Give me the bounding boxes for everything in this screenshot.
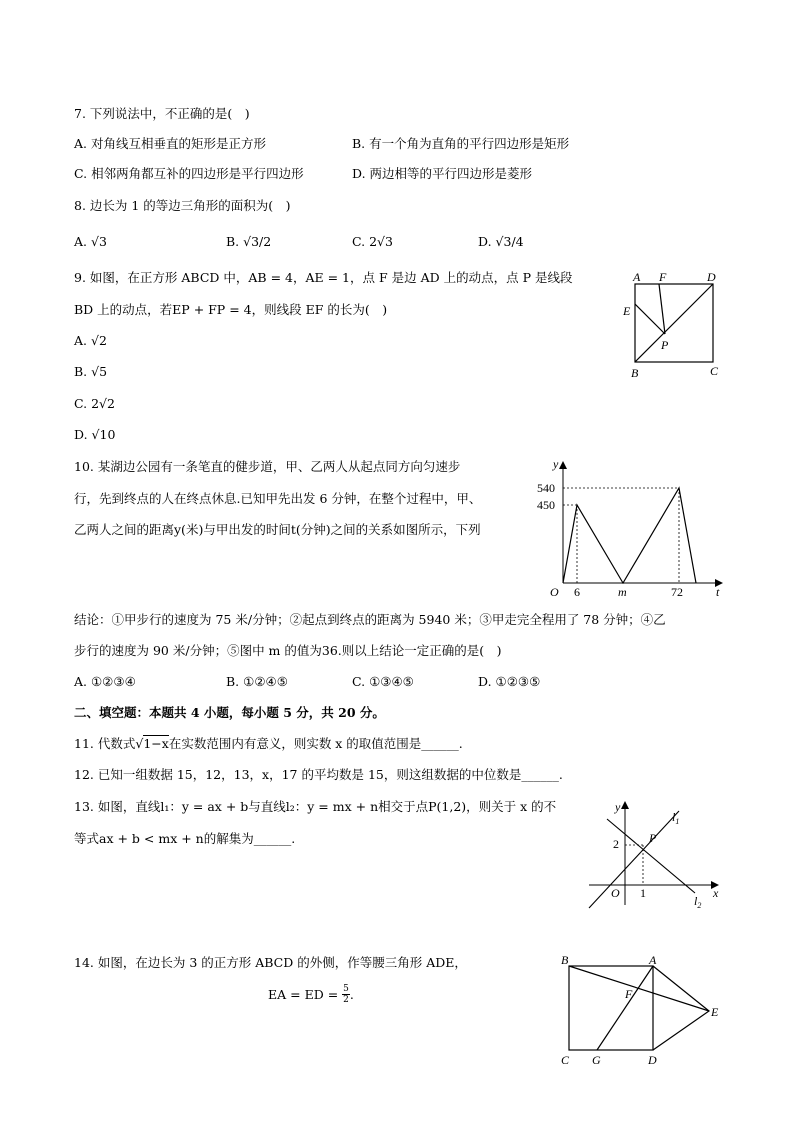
fraction-denominator: 2 — [343, 995, 349, 1005]
q7-option-c: C. 相邻两角都互补的四边形是平行四边形 — [74, 166, 304, 181]
q10-line5: 步行的速度为 90 米/分钟；⑤图中 m 的值为36.则以上结论一定正确的是( ) — [74, 643, 502, 658]
label-d: D — [648, 1053, 657, 1067]
x-label: x — [713, 886, 719, 900]
label-e: E — [623, 304, 631, 318]
label-l2 — [694, 894, 701, 910]
tick-2: 2 — [613, 837, 619, 851]
label-p: P — [661, 338, 669, 352]
sqrt-sign: √ — [135, 736, 144, 751]
q10-option-a: A. ①②③④ — [74, 674, 136, 689]
q10-option-d: D. ①②③⑤ — [478, 674, 541, 689]
q8-option-a: A. √3 — [74, 234, 107, 249]
segment-be — [569, 966, 709, 1011]
q7-stem: 7. 下列说法中，不正确的是( ) — [74, 106, 250, 121]
line-l1 — [589, 811, 679, 908]
label-f: F — [659, 270, 667, 284]
q9-option-a: A. √2 — [74, 333, 107, 348]
q10-line1: 10. 某湖边公园有一条笔直的健步道，甲、乙两人从起点同方向匀速步 — [74, 459, 461, 474]
q9-square-figure — [615, 268, 725, 383]
q9-option-b: B. √5 — [74, 364, 108, 379]
q11-suffix: 在实数范围内有意义，则实数 x 的取值范围是______. — [168, 736, 463, 751]
label-l1-l: l — [672, 810, 676, 824]
q13-lines-graph — [585, 797, 725, 912]
y-label: y — [553, 457, 559, 471]
q10-line4: 结论：①甲步行的速度为 75 米/分钟；②起点到终点的距离为 5940 米；③甲走完全程用了 78 分钟；④乙 — [74, 612, 666, 627]
q13-line1: 13. 如图，直线l₁：y = ax + b与直线l₂：y = mx + n相交于点P(1,2)，则关于 x 的不 — [74, 799, 557, 814]
label-a: A — [649, 953, 657, 967]
q14-equation — [268, 984, 354, 1005]
q9-option-d: D. √10 — [74, 427, 116, 442]
label-g: G — [592, 1053, 601, 1067]
q8-option-b: B. √3/2 — [226, 234, 272, 249]
tick-540: 540 — [537, 481, 555, 495]
label-c: C — [561, 1053, 570, 1067]
q9-line1: 9. 如图，在正方形 ABCD 中，AB = 4，AE = 1，点 F 是边 AD 上的动点，点 P 是线段 — [74, 270, 573, 285]
label-d: D — [707, 270, 716, 284]
q14-line1: 14. 如图，在边长为 3 的正方形 ABCD 的外侧，作等腰三角形 ADE， — [74, 955, 467, 970]
q10-distance-time-graph — [533, 455, 728, 600]
q14-fraction — [342, 984, 350, 1005]
q14-eq-prefix: EA = ED = — [268, 987, 343, 1002]
origin-label: O — [611, 886, 620, 900]
segment-fp — [659, 284, 665, 334]
label-e: E — [711, 1005, 719, 1019]
q10-option-b: B. ①②④⑤ — [226, 674, 288, 689]
label-b: B — [631, 366, 639, 380]
y-label: y — [615, 800, 621, 814]
q14-square-triangle-figure — [555, 950, 730, 1072]
tick-m: m — [618, 585, 627, 599]
label-a: A — [633, 270, 641, 284]
q8-stem: 8. 边长为 1 的等边三角形的面积为( ) — [74, 198, 291, 213]
q10-line3: 乙两人之间的距离y(米)与甲出发的时间t(分钟)之间的关系如图所示，下列 — [74, 522, 481, 537]
q11-line — [74, 736, 463, 752]
fraction-numerator: 5 — [343, 984, 349, 994]
tick-6: 6 — [574, 585, 580, 599]
origin-label: O — [550, 585, 559, 599]
q14-eq-suffix: . — [349, 987, 354, 1002]
q11-radicand: 1−x — [143, 736, 169, 751]
q8-option-d: D. √3/4 — [478, 234, 524, 249]
q10-option-c: C. ①③④⑤ — [352, 674, 414, 689]
label-l2-l: l — [694, 894, 698, 908]
q10-line2: 行，先到终点的人在终点休息.已知甲先出发 6 分钟，在整个过程中，甲、 — [74, 491, 482, 506]
label-f: F — [625, 987, 633, 1001]
label-p: P — [649, 831, 657, 845]
q11-prefix: 11. 代数式 — [74, 736, 136, 751]
label-l1-sub: 1 — [675, 817, 680, 826]
tick-1: 1 — [640, 886, 646, 900]
distance-polyline — [563, 488, 696, 583]
label-b: B — [561, 953, 569, 967]
label-c: C — [710, 364, 719, 378]
q9-option-c: C. 2√2 — [74, 396, 115, 411]
tick-72: 72 — [671, 585, 683, 599]
q7-option-a: A. 对角线互相垂直的矩形是正方形 — [74, 136, 266, 151]
diagonal-bd — [635, 284, 713, 362]
section-heading: 二、填空题：本题共 4 小题，每小题 5 分，共 20 分。 — [74, 705, 385, 720]
label-l2-sub: 2 — [697, 901, 702, 910]
segment-ep — [635, 304, 665, 334]
q7-option-b: B. 有一个角为直角的平行四边形是矩形 — [352, 136, 570, 151]
square-abcd — [569, 966, 653, 1050]
q9-line2: BD 上的动点，若EP + FP = 4，则线段 EF 的长为( ) — [74, 302, 388, 317]
q13-line2: 等式ax + b < mx + n的解集为______. — [74, 831, 296, 846]
segment-ga — [597, 966, 653, 1050]
tick-450: 450 — [537, 498, 555, 512]
q7-option-d: D. 两边相等的平行四边形是菱形 — [352, 166, 533, 181]
q8-option-c: C. 2√3 — [352, 234, 393, 249]
q12-line: 12. 已知一组数据 15，12，13，x，17 的平均数是 15，则这组数据的中位数是______. — [74, 767, 563, 782]
t-label: t — [716, 585, 720, 599]
